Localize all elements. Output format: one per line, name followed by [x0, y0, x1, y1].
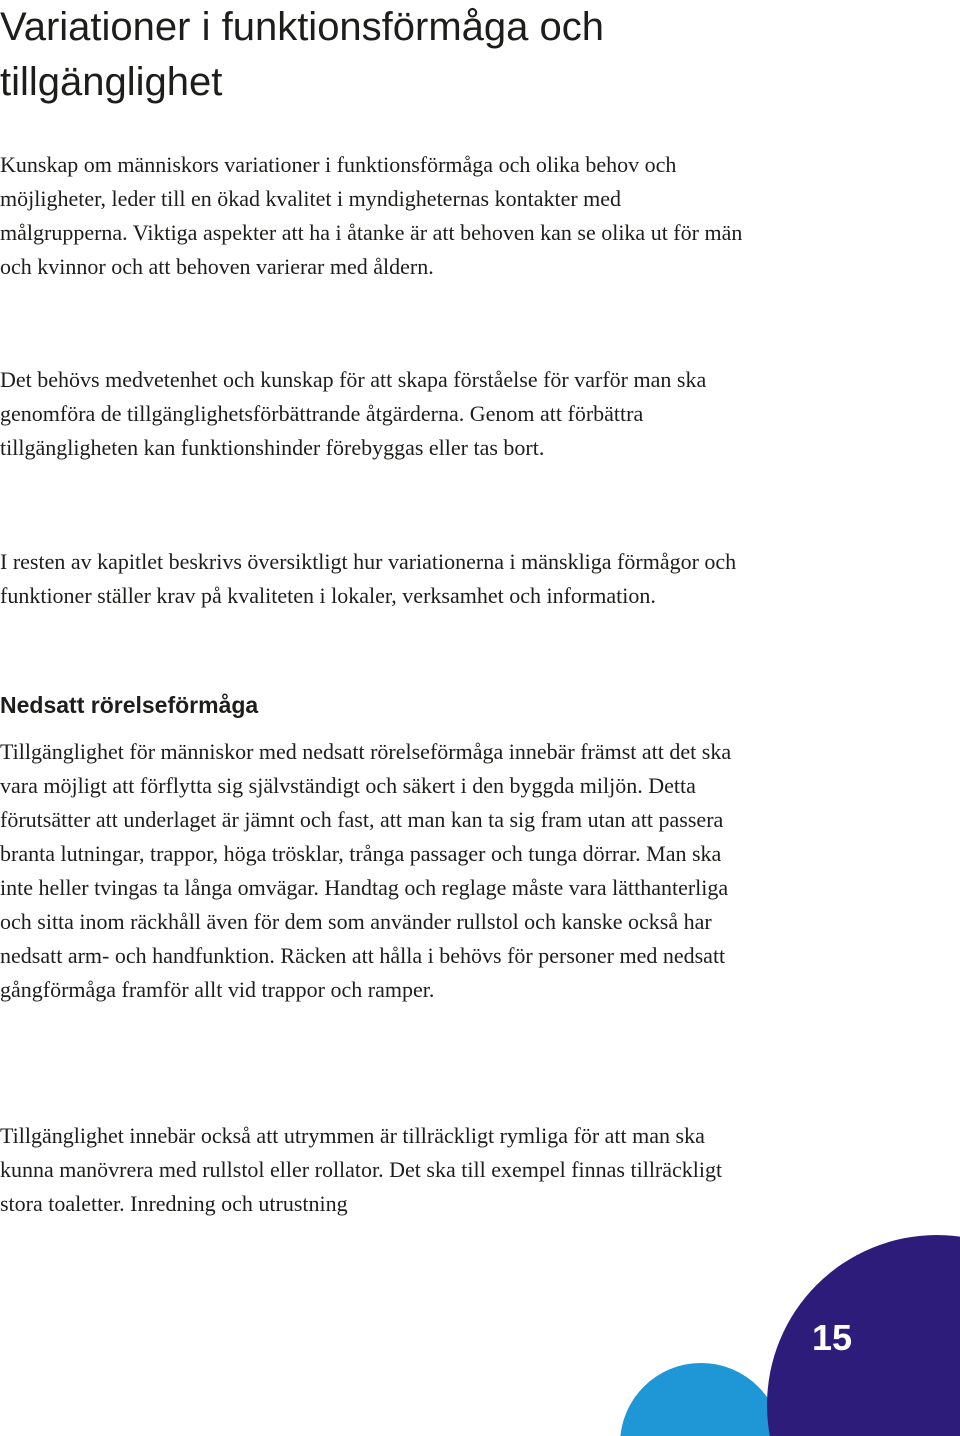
section-paragraph-2: Tillgänglighet innebär också att utrymmen är tillräckligt rymliga för att man ska kunna manövrera med rullstol eller rollator. Det ska till exempel finnas tillräckligt stora toaletter. Inredning och utrustning	[0, 1123, 723, 1216]
decorative-blue-circle	[620, 1363, 782, 1436]
intro-paragraph-3: I resten av kapitlet beskrivs översiktligt hur variationerna i mänskliga förmågor och funktioner ställer krav på kvaliteten i lokaler, verksamhet och information.	[0, 549, 737, 608]
page-number: 15	[812, 1317, 853, 1358]
page-title: Variationer i funktionsförmåga och tillgänglighet	[0, 5, 605, 104]
intro-paragraph-2: Det behövs medvetenhet och kunskap för att skapa förståelse för varför man ska genomföra de tillgänglighetsförbättrande åtgärderna. Genom att förbättra tillgängligheten kan funktionshinder förebyggas eller tas bort.	[0, 367, 707, 460]
section-heading: Nedsatt rörelseförmåga	[0, 692, 259, 718]
intro-paragraph-1: Kunskap om människors variationer i funktionsförmåga och olika behov och möjligheter, leder till en ökad kvalitet i myndigheternas kontakter med målgrupperna. Viktiga aspekter att ha i åtanke är att behoven kan se olika ut för män och kvinnor och att behoven varierar med åldern.	[0, 152, 743, 279]
section-paragraph-1: Tillgänglighet för människor med nedsatt rörelseförmåga innebär främst att det ska vara möjligt att förflytta sig självständigt och säkert i den byggda miljön. Detta förutsätter att underlaget är jämnt och fast, att man kan ta sig fram utan att passera branta lutningar, trappor, höga trösklar, trånga passager och tunga dörrar. Man ska inte heller tvingas ta långa omvägar. Handtag och reglage måste vara lätthanterliga och sitta inom räckhåll även för dem som använder rullstol och kanske också har nedsatt arm- och handfunktion. Räcken att hålla i behövs för personer med nedsatt gångförmåga framför allt vid trappor och ramper.	[0, 739, 732, 1002]
